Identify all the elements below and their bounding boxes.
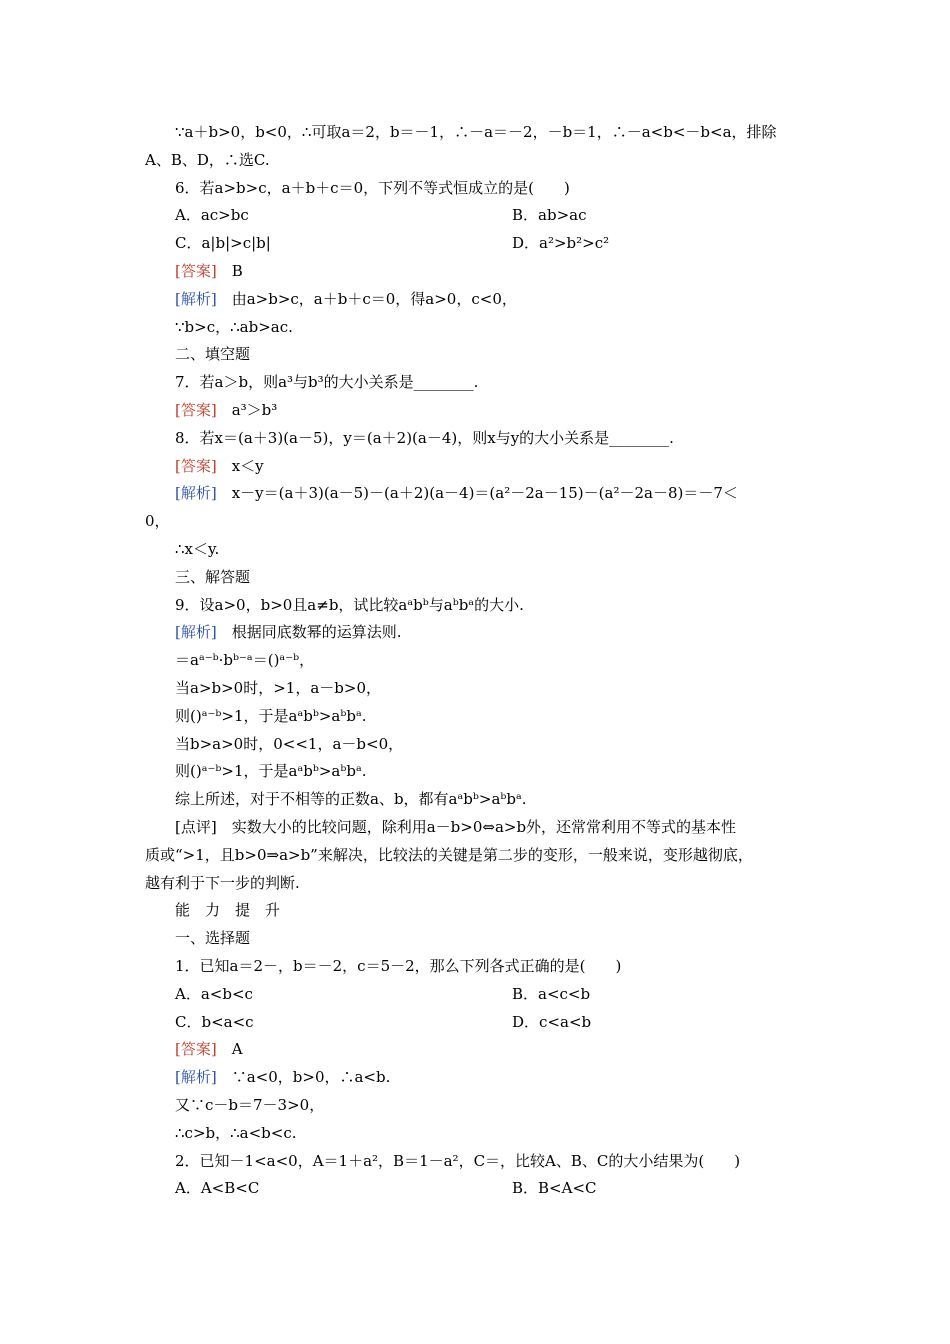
line-text: 实数大小的比较问题，除利用a－b>0⇔a>b外，还常常利用不等式的基本性 <box>216 818 737 836</box>
text-line <box>175 340 840 368</box>
text-line <box>175 952 840 980</box>
line-text: 则()ᵃ⁻ᵇ>1，于是aᵃbᵇ>aᵇbᵃ. <box>175 762 367 781</box>
line-text: ∵a<0，b>0，∴a<b. <box>216 1068 391 1087</box>
line-text: 质或“>1，且b>0⇒a>b”来解决，比较法的关键是第二步的变形，一般来说，变形越彻底， <box>145 845 753 864</box>
text-line <box>175 591 840 619</box>
line-text: 则()ᵃ⁻ᵇ>1，于是aᵃbᵇ>aᵇbᵃ. <box>175 706 367 725</box>
text-line <box>175 924 840 952</box>
text-line <box>145 869 810 897</box>
text-line <box>175 535 840 563</box>
text-line <box>145 841 810 869</box>
answer-tag: [解析] <box>175 484 217 503</box>
answer-tag: [解析] <box>175 1068 217 1087</box>
line-text: 二、填空题 <box>175 345 251 364</box>
option-right: B．B<A<C <box>512 1179 597 1198</box>
line-text: 当b>a>0时，0<<1，a－b<0， <box>175 734 404 753</box>
text-line <box>175 618 840 646</box>
text-line <box>175 1174 840 1202</box>
text-line <box>175 563 840 591</box>
line-text: C．b<a<c <box>175 1012 254 1031</box>
text-line <box>175 201 840 229</box>
line-text: 2．已知－1<a<0，A＝1＋a²，B＝1－a²，C＝，比较A、B、C的大小结果为( ) <box>175 1151 741 1170</box>
line-text: 8．若x＝(a＋3)(a－5)，y＝(a＋2)(a－4)，则x与y的大小关系是________. <box>175 428 674 447</box>
line-text: 由a>b>c，a＋b＋c＝0，得a>0，c<0， <box>216 289 517 308</box>
text-line <box>175 452 840 480</box>
answer-tag: [答案] <box>175 1040 217 1059</box>
answer-tag: [解析] <box>175 289 217 308</box>
text-line <box>175 980 840 1008</box>
option-right: D．a²>b²>c² <box>512 234 610 253</box>
text-line <box>145 146 810 174</box>
line-text: 三、解答题 <box>175 567 251 586</box>
line-text: 9．设a>0，b>0且a≠b，试比较aᵃbᵇ与aᵇbᵃ的大小. <box>175 595 524 614</box>
line-text: 6．若a>b>c，a＋b＋c＝0，下列不等式恒成立的是( ) <box>175 178 570 197</box>
text-line <box>175 174 840 202</box>
line-text: 根据同底数幂的运算法则. <box>216 623 402 642</box>
line-text: A、B、D，∴选C. <box>145 150 270 169</box>
text-line <box>175 285 840 313</box>
line-text: ∵b>c，∴ab>ac. <box>175 317 293 336</box>
line-text: C．a|b|>c|b| <box>175 234 271 253</box>
answer-tag: [答案] <box>175 262 217 280</box>
line-text: ＝aᵃ⁻ᵇ·bᵇ⁻ᵃ＝()ᵃ⁻ᵇ， <box>175 651 315 670</box>
text-line <box>145 507 810 535</box>
text-line <box>175 368 840 396</box>
text-line <box>175 1008 840 1036</box>
line-text: 综上所述，对于不相等的正数a、b，都有aᵃbᵇ>aᵇbᵃ. <box>175 790 527 809</box>
line-text: A．a<b<c <box>175 984 253 1003</box>
text-line <box>175 1063 840 1091</box>
option-right: D．c<a<b <box>512 1012 592 1031</box>
line-text: ∴c>b，∴a<b<c. <box>175 1123 297 1142</box>
answer-tag: [答案] <box>175 401 217 419</box>
text-line <box>175 1119 840 1147</box>
line-text: B <box>216 262 243 280</box>
text-line <box>175 646 840 674</box>
text-line <box>175 813 840 841</box>
line-text: 越有利于下一步的判断. <box>145 873 300 892</box>
line-text: 当a>b>0时，>1，a－b>0， <box>175 679 381 697</box>
text-line <box>175 257 840 285</box>
answer-tag: [解析] <box>175 623 217 642</box>
text-line <box>175 229 840 257</box>
line-text: ∵a＋b>0，b<0，∴可取a＝2，b＝－1，∴－a＝－2，－b＝1，∴－a<b<－b<a，排除 <box>175 123 777 141</box>
text-line <box>175 396 840 424</box>
text-line <box>175 1091 840 1119</box>
text-line <box>175 730 840 758</box>
text-line <box>175 313 840 341</box>
text-line <box>175 1147 840 1175</box>
answer-tag: [答案] <box>175 456 217 475</box>
text-line <box>175 757 840 785</box>
option-right: B．a<c<b <box>512 984 591 1003</box>
text-line <box>175 118 840 146</box>
text-line <box>175 1035 840 1063</box>
line-text: A <box>216 1040 243 1059</box>
line-text: x＜y <box>216 456 264 475</box>
text-line <box>175 896 840 924</box>
option-right: B．ab>ac <box>512 206 587 225</box>
text-line <box>175 424 840 452</box>
line-text: A．ac>bc <box>175 206 249 225</box>
answer-tag: [点评] <box>175 818 217 836</box>
line-text: 能 力 提 升 <box>175 901 281 920</box>
line-text: 0， <box>145 512 170 531</box>
text-line <box>175 702 840 730</box>
line-text: ∴x＜y. <box>175 540 220 558</box>
text-line <box>175 785 840 813</box>
text-line <box>175 479 840 507</box>
line-text: A．A<B<C <box>175 1179 260 1198</box>
text-line <box>175 674 840 702</box>
line-text: 1．已知a＝2－，b＝－2，c＝5－2，那么下列各式正确的是( ) <box>175 957 622 975</box>
line-text: a³＞b³ <box>216 401 278 419</box>
line-text: x－y＝(a＋3)(a－5)－(a＋2)(a－4)＝(a²－2a－15)－(a²－2a－8)＝－7＜ <box>216 484 738 503</box>
line-text: 又∵c－b＝7－3>0， <box>175 1096 325 1114</box>
line-text: 一、选择题 <box>175 929 251 948</box>
line-text: 7．若a＞b，则a³与b³的大小关系是________. <box>175 373 479 392</box>
